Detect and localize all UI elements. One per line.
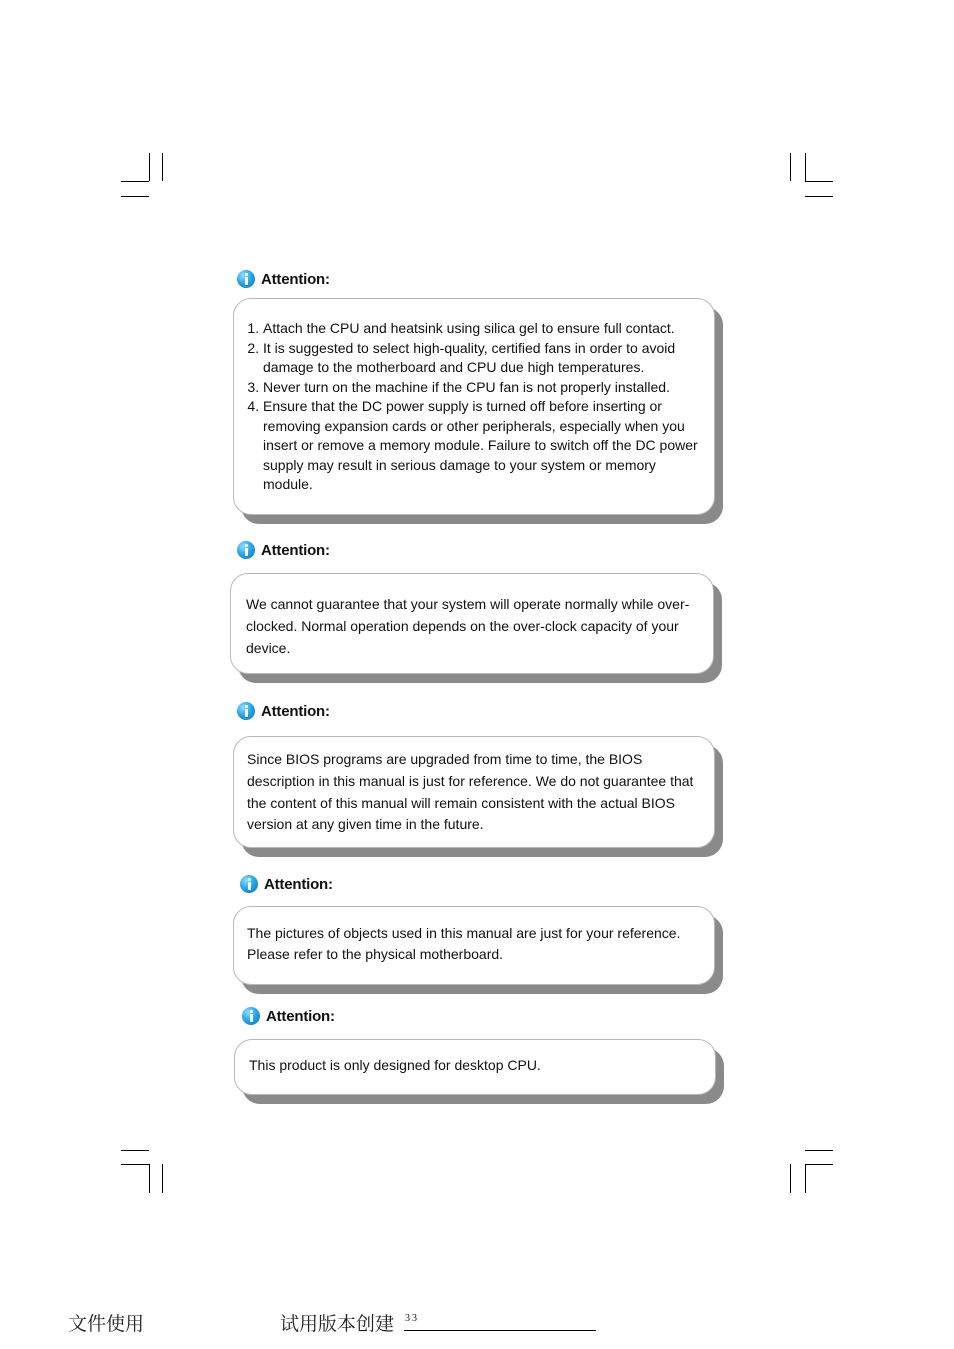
- crop-mark: [790, 1164, 791, 1193]
- attention-label: Attention:: [261, 541, 330, 559]
- attention-box: [233, 298, 715, 515]
- crop-mark: [149, 1164, 150, 1193]
- note-text: Since BIOS programs are upgraded from time to time, the BIOS description in this manual is just for reference. We do not guarantee that the content of this manual will remain consistent with the actual BIOS version at any given time in the future.: [247, 751, 694, 833]
- note-text: The pictures of objects used in this manual are just for your reference. Please refer to the physical motherboard.: [247, 925, 681, 962]
- footer-rule: [404, 1330, 596, 1331]
- crop-mark: [790, 153, 791, 181]
- attention-heading: [240, 875, 333, 893]
- page-number: 33: [405, 1313, 419, 1324]
- note-text: We cannot guarantee that your system will operate normally while over-clocked. Normal operation depends on the over-clock capacity of your device.: [246, 596, 690, 656]
- attention-box: [233, 736, 715, 848]
- crop-mark: [805, 1150, 833, 1151]
- attention-heading: [242, 1007, 335, 1025]
- crop-mark: [805, 1164, 833, 1165]
- info-icon: [237, 702, 255, 720]
- crop-mark: [162, 1164, 163, 1193]
- crop-mark: [121, 196, 149, 197]
- info-icon: [242, 1007, 260, 1025]
- info-icon: [237, 541, 255, 559]
- attention-label: Attention:: [264, 875, 333, 893]
- attention-label: Attention:: [261, 702, 330, 720]
- list-item: 1. Attach the CPU and heatsink using silica gel to ensure full contact.: [263, 319, 702, 339]
- crop-mark: [805, 1164, 806, 1193]
- attention-heading: [237, 702, 330, 720]
- note-text: This product is only designed for desktop CPU.: [249, 1057, 541, 1073]
- crop-mark: [121, 1164, 149, 1165]
- crop-mark: [805, 196, 833, 197]
- attention-heading: [237, 541, 330, 559]
- footer-left-text: 文件使用: [68, 1313, 145, 1335]
- attention-box: [234, 1039, 716, 1095]
- attention-label: Attention:: [266, 1007, 335, 1025]
- info-icon: [240, 875, 258, 893]
- attention-heading: [237, 270, 330, 288]
- crop-mark: [121, 1150, 149, 1151]
- crop-mark: [121, 181, 149, 182]
- attention-box: [230, 573, 714, 674]
- list-item: 4. Ensure that the DC power supply is turned off before inserting or removing expansion cards or other peripherals, especially when you insert or remove a memory module. Failure to switch off the DC power supply may result in serious damage to your system or memory module.: [263, 397, 702, 495]
- crop-mark: [149, 153, 150, 181]
- info-icon: [237, 270, 255, 288]
- crop-mark: [805, 153, 806, 181]
- crop-mark: [162, 153, 163, 181]
- list-item: 3. Never turn on the machine if the CPU fan is not properly installed.: [263, 378, 702, 398]
- footer-center-text: 试用版本创建: [280, 1313, 395, 1335]
- crop-mark: [805, 181, 833, 182]
- attention-box: [233, 906, 715, 985]
- list-item: 2. It is suggested to select high-quality, certified fans in order to avoid damage to the motherboard and CPU due high temperatures.: [263, 339, 702, 378]
- attention-label: Attention:: [261, 270, 330, 288]
- cpu-notes-list: [247, 319, 702, 495]
